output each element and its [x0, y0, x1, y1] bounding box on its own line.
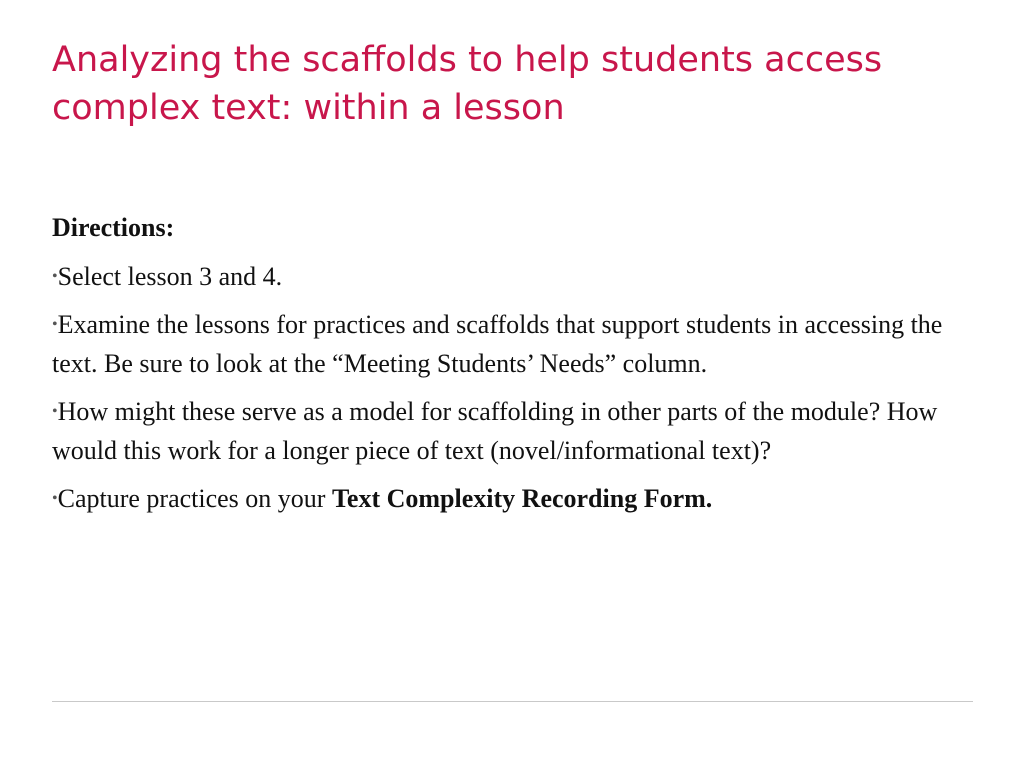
- list-item: [52, 392, 957, 470]
- bullet-icon: •: [52, 403, 58, 420]
- list-item-text: Examine the lessons for practices and scaffolds that support students in accessing the text. Be sure to look at the “Meeting Students’ Needs” column.: [52, 310, 943, 378]
- list-item: [52, 305, 957, 383]
- directions-list: [52, 257, 957, 518]
- slide-title: Analyzing the scaffolds to help students access complex text: within a lesson: [52, 40, 883, 128]
- list-item-text: Capture practices on your: [57, 484, 332, 513]
- recording-form-name: Text Complexity Recording Form.: [331, 484, 713, 513]
- list-item-text: Select lesson 3 and 4.: [57, 262, 283, 291]
- bullet-icon: •: [52, 268, 58, 285]
- bullet-icon: •: [52, 316, 58, 333]
- list-item: [52, 479, 957, 518]
- slide-body: [52, 208, 957, 527]
- bullet-icon: •: [52, 490, 58, 507]
- list-item: [52, 257, 957, 296]
- directions-heading: Directions:: [52, 213, 175, 242]
- list-item-text: How might these serve as a model for scaffolding in other parts of the module? How would this work for a longer piece of text (novel/informational text)?: [52, 397, 938, 465]
- footer-divider: [52, 701, 973, 702]
